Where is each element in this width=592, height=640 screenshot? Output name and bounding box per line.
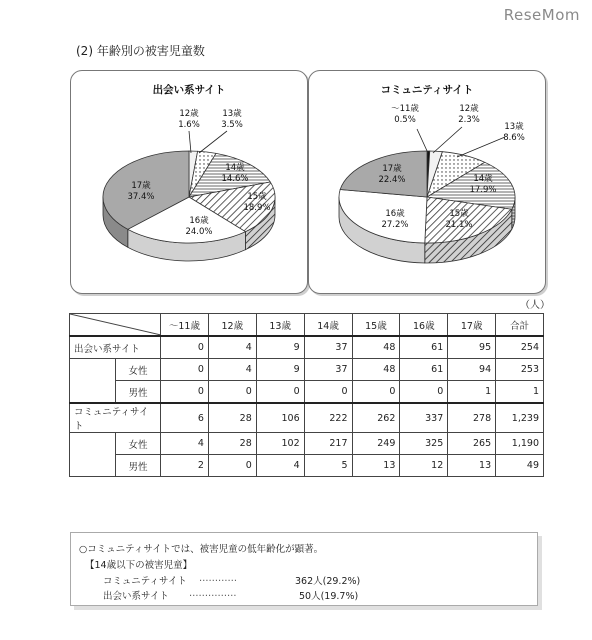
table-cell: 4 (161, 433, 209, 455)
table-cell: 0 (304, 381, 352, 404)
table-cell: 0 (161, 381, 209, 404)
pie-slice-17 (340, 151, 427, 197)
slice-label: 12歳 (179, 109, 199, 119)
table-cell: 337 (400, 403, 448, 433)
table-cell: 1 (496, 381, 544, 404)
table-cell: 1 (448, 381, 496, 404)
table-cell: 4 (208, 359, 256, 381)
slice-label: 17歳 (131, 181, 151, 191)
table-cell: 325 (400, 433, 448, 455)
table-row (70, 433, 544, 455)
row-category: コミュニティサイト (70, 403, 161, 433)
slice-percent: 14.6% (221, 174, 249, 184)
table-corner-cell (70, 314, 161, 337)
unit-label: （人） (520, 300, 550, 311)
slice-percent: 2.3% (458, 115, 480, 125)
slice-percent: 8.6% (503, 133, 525, 143)
table-header-row (70, 314, 544, 337)
table-cell: 6 (161, 403, 209, 433)
leader-line (457, 137, 505, 157)
pie-title: コミュニティサイト (380, 84, 474, 96)
note-item-deai-value: 50人(19.7%) (299, 591, 359, 602)
slice-label: 13歳 (222, 109, 242, 119)
table-cell: 102 (256, 433, 304, 455)
slice-label: 15歳 (449, 209, 469, 219)
table-row (70, 359, 544, 381)
table-cell: 217 (304, 433, 352, 455)
row-subcategory: 女性 (116, 433, 161, 455)
table-cell: 9 (256, 359, 304, 381)
pie-chart-deai (71, 71, 307, 293)
table-cell: 265 (448, 433, 496, 455)
table-cell: 253 (496, 359, 544, 381)
column-header: 17歳 (448, 314, 496, 337)
table-cell: 61 (400, 359, 448, 381)
table-row (70, 381, 544, 404)
slice-label: 16歳 (385, 209, 405, 219)
table-cell: 37 (304, 336, 352, 359)
indent-cell (70, 433, 116, 477)
table-cell: 94 (448, 359, 496, 381)
slice-percent: 24.0% (185, 227, 213, 237)
column-header: 合計 (496, 314, 544, 337)
note-item-deai-label: 出会い系サイト (103, 591, 169, 602)
leader-line (417, 129, 428, 153)
table-cell: 5 (304, 455, 352, 477)
slice-percent: 18.9% (243, 203, 271, 213)
table-cell: 9 (256, 336, 304, 359)
table-cell: 254 (496, 336, 544, 359)
table-cell: 278 (448, 403, 496, 433)
column-header: 13歳 (256, 314, 304, 337)
slice-percent: 22.4% (378, 175, 406, 185)
table-cell: 1,190 (496, 433, 544, 455)
column-header: 15歳 (352, 314, 400, 337)
column-header: 12歳 (208, 314, 256, 337)
table-cell: 0 (256, 381, 304, 404)
table-cell: 28 (208, 403, 256, 433)
row-subcategory: 男性 (116, 381, 161, 404)
victims-table (69, 313, 544, 477)
note-subhead: 【14歳以下の被害児童】 (85, 560, 193, 571)
brand-logo: ReseMom (503, 6, 580, 24)
table-cell: 28 (208, 433, 256, 455)
note-item-community-label: コミュニティサイト (103, 576, 187, 587)
table-cell: 106 (256, 403, 304, 433)
table-cell: 95 (448, 336, 496, 359)
table-cell: 0 (208, 455, 256, 477)
pie-panel-community (308, 70, 546, 294)
leader-line (433, 127, 462, 153)
slice-percent: 17.9% (469, 185, 497, 195)
leader-line (189, 131, 191, 153)
table-cell: 49 (496, 455, 544, 477)
table-cell: 1,239 (496, 403, 544, 433)
pie-title: 出会い系サイト (152, 84, 226, 96)
table-cell: 13 (352, 455, 400, 477)
table-cell: 0 (161, 336, 209, 359)
table-cell: 12 (400, 455, 448, 477)
table-cell: 0 (352, 381, 400, 404)
table-cell: 4 (208, 336, 256, 359)
table-cell: 262 (352, 403, 400, 433)
table-cell: 2 (161, 455, 209, 477)
slice-label: ～11歳 (391, 104, 419, 114)
section-title: (2) 年齢別の被害児童数 (76, 44, 205, 58)
row-category: 出会い系サイト (70, 336, 161, 359)
slice-label: 14歳 (473, 174, 493, 184)
table-cell: 48 (352, 359, 400, 381)
table-cell: 0 (208, 381, 256, 404)
pie-chart-community (309, 71, 545, 293)
slice-percent: 0.5% (394, 115, 416, 125)
note-item-deai-dots: …………… (189, 588, 237, 599)
row-subcategory: 女性 (116, 359, 161, 381)
note-item-community-value: 362人(29.2%) (295, 576, 361, 587)
slice-label: 12歳 (459, 104, 479, 114)
slice-percent: 37.4% (127, 192, 155, 202)
table-cell: 61 (400, 336, 448, 359)
table-cell: 0 (400, 381, 448, 404)
leader-line (199, 131, 227, 153)
table-row (70, 403, 544, 433)
diagonal-line (70, 314, 161, 335)
table-row (70, 336, 544, 359)
table-cell: 13 (448, 455, 496, 477)
table-cell: 4 (256, 455, 304, 477)
column-header: 14歳 (304, 314, 352, 337)
pie-panel-deai (70, 70, 308, 294)
slice-label: 17歳 (382, 164, 402, 174)
slice-percent: 21.1% (445, 220, 473, 230)
slice-label: 13歳 (504, 122, 524, 132)
table-cell: 48 (352, 336, 400, 359)
column-header: 16歳 (400, 314, 448, 337)
slice-percent: 27.2% (381, 220, 409, 230)
column-header: ～11歳 (161, 314, 209, 337)
table-cell: 37 (304, 359, 352, 381)
table-row (70, 455, 544, 477)
slice-percent: 3.5% (221, 120, 243, 130)
note-item-community-dots: ………… (199, 573, 237, 584)
table-cell: 0 (161, 359, 209, 381)
slice-percent: 1.6% (178, 120, 200, 130)
row-subcategory: 男性 (116, 455, 161, 477)
table-cell: 222 (304, 403, 352, 433)
slice-label: 16歳 (189, 216, 209, 226)
indent-cell (70, 359, 116, 404)
note-headline: ○コミュニティサイトでは、被害児童の低年齢化が顕著。 (79, 544, 324, 555)
slice-label: 14歳 (225, 163, 245, 173)
slice-label: 15歳 (247, 192, 267, 202)
summary-note (70, 532, 538, 606)
table-cell: 249 (352, 433, 400, 455)
